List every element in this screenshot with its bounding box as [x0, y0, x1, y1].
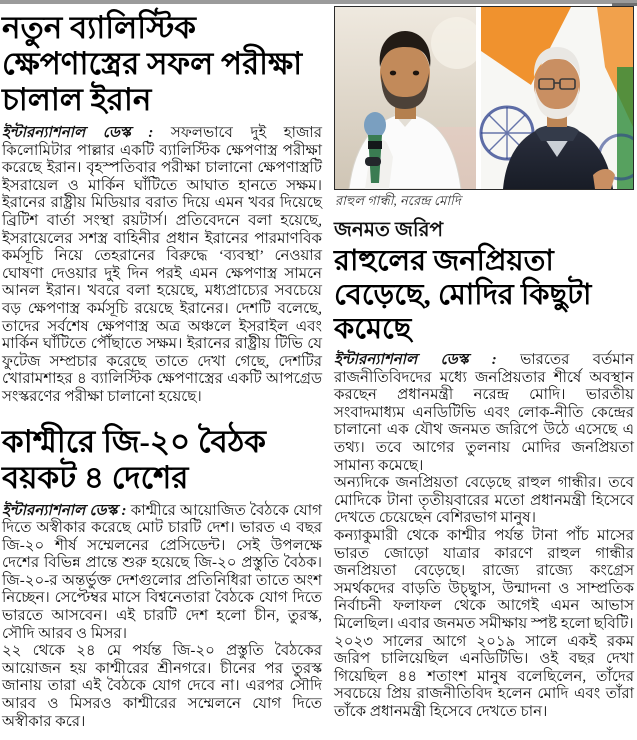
article-body	[2, 503, 322, 732]
article-paragraph: কন্যাকুমারী থেকে কাশ্মীর পর্যন্ত টানা পাঁচ মাসের ভারত জোড়ো যাত্রার কারণে রাহুল গান্ধীর জনপ্রিয়তা বেড়েছে। রাজ্যে রাজ্যে কংগ্রেস সমর্থকদের বাড়তি উচ্ছ্বাস, উন্মাদনা ও সাম্প্রতিক নির্বাচনী ফলাফল থেকে আগেই এমন আভাস মিলেছিল। এবার জনমত সমীক্ষায় স্পষ্ট হলো ছবিটি।	[334, 527, 634, 632]
rahul-gandhi-photo	[335, 7, 483, 189]
paragraph-text: ভারতের বর্তমান রাজনীতিবিদদের মধ্যে জনপ্রিয়তার শীর্ষে অবস্থান করছেন প্রধানমন্ত্রী নরেন্দ্র মোদি। ভারতীয় সংবাদমাধ্যম এনডিটিভি এবং লোক-নীতি কেন্দ্রের চালানো এক যৌথ জনমত জরিপে উঠে এসেছে এ তথ্য। তবে আগের তুলনায় মোদির জনপ্রিয়তা সামান্য কমেছে।	[334, 352, 634, 474]
article-headline: কাশ্মীরে জি-২০ বৈঠক বয়কট ৪ দেশের	[2, 423, 266, 495]
article-headline: নতুন ব্যালিস্টিক ক্ষেপণাস্ত্রের সফল পরীক্ষা চালাল ইরান	[2, 10, 303, 117]
article-g20-boycott	[2, 424, 322, 732]
article-body	[2, 125, 322, 407]
right-column	[334, 6, 634, 721]
article-iran-missile	[2, 10, 322, 407]
article-paragraph	[2, 503, 322, 644]
dateline: ইন্টারন্যাশনাল ডেস্ক :	[2, 502, 127, 519]
dateline: ইন্টারন্যাশনাল ডেস্ক :	[2, 125, 154, 141]
article-separator	[2, 407, 322, 420]
article-paragraph	[2, 125, 322, 407]
photo-caption: রাহুল গান্ধী, নরেন্দ্র মোদি	[335, 193, 461, 208]
article-paragraph: ২০২৩ সালের আগে ২০১৯ সালে একই রকম জরিপ চালিয়েছিল এনডিটিভি। ওই বছর দেখা গিয়েছিল ৪৪ শতাংশ মানুষ বলেছিলেন, তাঁদের সবচেয়ে প্রিয় রাজনীতিবিদ হলেন মোদি এবং তাঁরা তাঁকে প্রধানমন্ত্রী হিসেবে দেখতে চান।	[334, 633, 634, 720]
article-headline: রাহুলের জনপ্রিয়তা বেড়েছে, মোদির কিছুটা কমেছে	[334, 245, 592, 345]
photo-gutter	[476, 7, 481, 189]
article-paragraph: ২২ থেকে ২৪ মে পর্যন্ত জি-২০ প্রস্তুতি বৈঠকের আয়োজন হয় কাশ্মীরের শ্রীনগরে। চীনের পর তুরস্ক জানায় তারা এই বৈঠকে যোগ দেবে না। এরপর সৌদি আরব ও মিসরও কাশ্মীরের সম্মেলনে যোগ দিতে অস্বীকার করে।	[2, 643, 322, 730]
article-body	[334, 352, 634, 721]
article-paragraph: অন্যদিকে জনপ্রিয়তা বেড়েছে রাহুল গান্ধীর। তবে মোদিকে টানা তৃতীয়বারের মতো প্রধানমন্ত্রী হিসেবে দেখতে চেয়েছেন বেশিরভাগ মানুষ।	[334, 475, 634, 527]
left-column	[2, 6, 322, 731]
top-divider-rule	[0, 0, 637, 4]
narendra-modi-photo	[481, 7, 633, 189]
photo-illustration	[335, 7, 633, 189]
section-kicker: জনমত জরিপ	[334, 219, 444, 241]
dateline: ইন্টারন্যাশনাল ডেস্ক :	[334, 352, 497, 368]
paragraph-text: সফলভাবে দুই হাজার কিলোমিটার পাল্লার একটি ব্যালিস্টিক ক্ষেপণাস্ত্র পরীক্ষা করেছে ইরান। বৃহস্পতিবার পরীক্ষা চালানো ক্ষেপণাস্ত্রটি ইসরায়েল ও মার্কিন ঘাঁটিতে আঘাত হানতে সক্ষম। ইরানের রাষ্ট্রীয় মিডিয়ার বরাত দিয়ে এমন খবর দিয়েছে ব্রিটিশ বার্তা সংস্থা রয়টার্স। প্রতিবেদনে বলা হয়েছে, ইসরায়েলের সশস্ত্র বাহিনীর প্রধান ইরানের পারমাণবিক কর্মসূচি নিয়ে তেহরানের বিরুদ্ধে ‘ব্যবস্থা’ নেওয়ার ঘোষণা দেওয়ার দুই দিন পরই এমন ক্ষেপণাস্ত্র সামনে আনল ইরান। খবরে বলা হয়েছে, মধ্যপ্রাচ্যের সবচেয়ে বড় ক্ষেপণাস্ত্র কর্মসূচি রয়েছে ইরানের। দেশটি বলেছে, তাদের সর্বশেষ ক্ষেপণাস্ত্র অত্র অঞ্চলে ইসরাইল এবং মার্কিন ঘাঁটিতে পৌঁছাতে সক্ষম। ইরানের রাষ্ট্রীয় টিভি যে ফুটেজ সম্প্রচার করেছে তাতে দেখা গেছে, দেশটির খোরামশাহর ৪ ব্যালিস্টিক ক্ষেপণাস্ত্রের একটি আপগ্রেড সংস্করণের পরীক্ষা চালানো হয়েছে।	[2, 125, 322, 405]
article-popularity-poll	[334, 218, 634, 721]
news-photo	[334, 6, 634, 190]
paragraph-text: কাশ্মীরে আয়োজিত বৈঠকে যোগ দিতে অস্বীকার করেছে মোট চারটি দেশ। ভারত এ বছর জি-২০ শীর্ষ সম্মেলনের প্রেসিডেন্ট। সেই উপলক্ষে দেশের বিভিন্ন প্রান্তে শুরু হয়েছে জি-২০ প্রস্তুতি বৈঠক। জি-২০-র অন্তর্ভুক্ত দেশগুলোর প্রতিনিধিরা তাতে অংশ নিচ্ছেন। সেপ্টেম্বর মাসে বিশ্বনেতারা বৈঠকে যোগ দিতে ভারতে আসবেন। এই চারটি দেশ হলো চীন, তুরস্ক, সৌদি আরব ও মিসর।	[2, 502, 322, 642]
article-paragraph	[334, 352, 634, 475]
